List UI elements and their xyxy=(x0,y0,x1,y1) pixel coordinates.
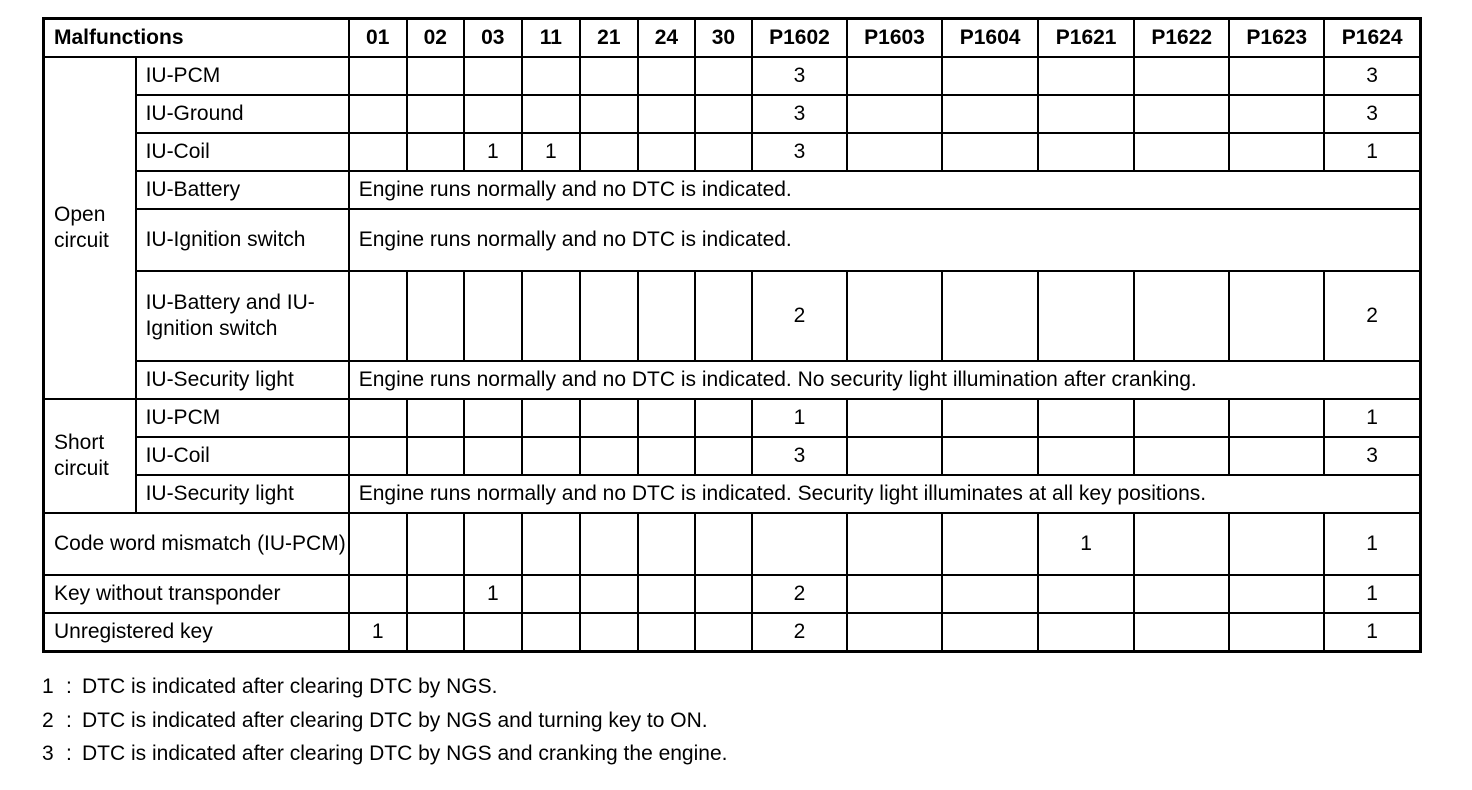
code-header: 21 xyxy=(580,19,638,58)
dtc-cell xyxy=(942,271,1038,361)
row-label: IU-Battery and IU-Ignition switch xyxy=(136,271,349,361)
table-row xyxy=(44,437,1421,475)
group-open-circuit: Open circuit xyxy=(44,57,136,399)
dtc-cell xyxy=(349,271,407,361)
dtc-cell xyxy=(847,513,942,575)
dtc-cell xyxy=(464,57,522,95)
dtc-cell xyxy=(349,437,407,475)
dtc-cell xyxy=(942,57,1038,95)
dtc-cell xyxy=(638,57,695,95)
row-label: IU-Ignition switch xyxy=(136,209,349,271)
dtc-cell xyxy=(349,57,407,95)
dtc-cell xyxy=(1134,613,1229,652)
dtc-cell xyxy=(1038,613,1134,652)
dtc-cell xyxy=(580,437,638,475)
dtc-cell: 1 xyxy=(1038,513,1134,575)
dtc-cell xyxy=(464,271,522,361)
dtc-cell xyxy=(638,513,695,575)
dtc-cell xyxy=(1229,513,1324,575)
dtc-cell xyxy=(942,95,1038,133)
row-note: Engine runs normally and no DTC is indicated. xyxy=(349,209,1421,271)
dtc-cell xyxy=(942,399,1038,437)
code-header: 03 xyxy=(464,19,522,58)
row-note: Engine runs normally and no DTC is indicated. Security light illuminates at all key positions. xyxy=(349,475,1421,513)
dtc-cell xyxy=(522,575,580,613)
row-label: IU-Security light xyxy=(136,475,349,513)
dtc-cell xyxy=(1134,271,1229,361)
dtc-cell xyxy=(695,133,752,171)
table-row xyxy=(44,209,1421,271)
dtc-cell: 1 xyxy=(464,133,522,171)
row-note: Engine runs normally and no DTC is indicated. No security light illumination after cranking. xyxy=(349,361,1421,399)
dtc-cell: 1 xyxy=(1324,613,1420,652)
dtc-cell xyxy=(847,57,942,95)
dtc-cell xyxy=(695,513,752,575)
dtc-cell xyxy=(349,95,407,133)
dtc-cell xyxy=(695,613,752,652)
dtc-cell xyxy=(580,271,638,361)
dtc-cell xyxy=(695,575,752,613)
table-row xyxy=(44,399,1421,437)
table-row xyxy=(44,513,1421,575)
dtc-cell: 1 xyxy=(464,575,522,613)
legend-notes xyxy=(42,670,727,771)
dtc-cell xyxy=(752,513,847,575)
row-label: Unregistered key xyxy=(44,613,349,652)
row-label: IU-Security light xyxy=(136,361,349,399)
dtc-cell xyxy=(407,271,464,361)
dtc-malfunction-table xyxy=(42,17,1422,653)
dtc-cell xyxy=(1229,95,1324,133)
table-row xyxy=(44,95,1421,133)
dtc-cell xyxy=(1134,95,1229,133)
dtc-cell: 3 xyxy=(752,133,847,171)
dtc-cell xyxy=(407,57,464,95)
dtc-cell: 1 xyxy=(1324,133,1420,171)
code-header: 24 xyxy=(638,19,695,58)
row-label: IU-PCM xyxy=(136,399,349,437)
legend-note xyxy=(42,704,727,738)
dtc-cell xyxy=(464,613,522,652)
dtc-cell xyxy=(847,271,942,361)
dtc-cell xyxy=(522,95,580,133)
code-header: P1603 xyxy=(847,19,942,58)
dtc-cell xyxy=(1038,575,1134,613)
dtc-cell xyxy=(1038,95,1134,133)
dtc-cell xyxy=(1229,575,1324,613)
dtc-cell xyxy=(1134,57,1229,95)
dtc-cell xyxy=(407,399,464,437)
dtc-cell xyxy=(464,399,522,437)
code-header: P1621 xyxy=(1038,19,1134,58)
dtc-cell: 2 xyxy=(752,613,847,652)
dtc-cell xyxy=(638,271,695,361)
code-header: 02 xyxy=(407,19,464,58)
dtc-cell xyxy=(580,95,638,133)
legend-note xyxy=(42,670,727,704)
dtc-cell xyxy=(1134,133,1229,171)
dtc-cell: 2 xyxy=(752,575,847,613)
dtc-cell: 1 xyxy=(1324,575,1420,613)
legend-text: DTC is indicated after clearing DTC by NGS. xyxy=(82,675,498,698)
dtc-cell xyxy=(407,95,464,133)
dtc-cell: 2 xyxy=(752,271,847,361)
dtc-cell xyxy=(464,513,522,575)
dtc-cell xyxy=(1038,57,1134,95)
dtc-cell xyxy=(1134,437,1229,475)
dtc-cell xyxy=(695,437,752,475)
dtc-cell: 1 xyxy=(752,399,847,437)
dtc-cell xyxy=(580,513,638,575)
code-header: P1622 xyxy=(1134,19,1229,58)
row-label: Key without transponder xyxy=(44,575,349,613)
dtc-cell xyxy=(1229,399,1324,437)
dtc-cell xyxy=(847,437,942,475)
dtc-cell xyxy=(1229,437,1324,475)
dtc-cell xyxy=(695,57,752,95)
dtc-cell xyxy=(522,399,580,437)
row-label: IU-Coil xyxy=(136,437,349,475)
code-header: P1602 xyxy=(752,19,847,58)
dtc-cell xyxy=(407,437,464,475)
dtc-cell xyxy=(349,513,407,575)
dtc-cell: 3 xyxy=(752,437,847,475)
group-short-circuit: Short circuit xyxy=(44,399,136,513)
row-label: IU-Battery xyxy=(136,171,349,209)
code-header: 30 xyxy=(695,19,752,58)
dtc-cell xyxy=(407,513,464,575)
dtc-cell xyxy=(638,613,695,652)
dtc-cell xyxy=(1229,57,1324,95)
row-label: IU-PCM xyxy=(136,57,349,95)
header-row xyxy=(44,19,1421,58)
code-header: P1624 xyxy=(1324,19,1420,58)
code-header: P1623 xyxy=(1229,19,1324,58)
dtc-cell xyxy=(942,437,1038,475)
dtc-cell xyxy=(847,133,942,171)
legend-colon: : xyxy=(66,708,72,732)
legend-note xyxy=(42,737,727,771)
dtc-cell xyxy=(695,399,752,437)
row-label: Code word mismatch (IU-PCM) xyxy=(44,513,349,575)
dtc-cell xyxy=(407,133,464,171)
dtc-cell xyxy=(407,613,464,652)
dtc-cell: 1 xyxy=(1324,513,1420,575)
dtc-cell xyxy=(349,399,407,437)
table-row xyxy=(44,475,1421,513)
table-row xyxy=(44,133,1421,171)
dtc-cell xyxy=(349,575,407,613)
dtc-cell xyxy=(1134,575,1229,613)
dtc-cell xyxy=(522,271,580,361)
legend-colon: : xyxy=(66,675,72,698)
dtc-cell xyxy=(580,399,638,437)
dtc-cell xyxy=(1134,399,1229,437)
dtc-cell xyxy=(638,437,695,475)
dtc-cell: 1 xyxy=(349,613,407,652)
dtc-cell xyxy=(464,95,522,133)
dtc-cell: 3 xyxy=(752,57,847,95)
dtc-cell xyxy=(1038,437,1134,475)
legend-number: 1 xyxy=(42,675,54,698)
dtc-cell xyxy=(522,57,580,95)
code-header: P1604 xyxy=(942,19,1038,58)
dtc-cell xyxy=(1134,513,1229,575)
dtc-cell: 1 xyxy=(1324,399,1420,437)
code-header: 01 xyxy=(349,19,407,58)
table-row xyxy=(44,271,1421,361)
dtc-cell xyxy=(847,575,942,613)
table-row xyxy=(44,57,1421,95)
dtc-cell xyxy=(580,575,638,613)
legend-text: DTC is indicated after clearing DTC by NGS and cranking the engine. xyxy=(82,742,728,765)
table-row xyxy=(44,613,1421,652)
dtc-cell xyxy=(1038,133,1134,171)
table-row xyxy=(44,171,1421,209)
dtc-cell xyxy=(847,613,942,652)
dtc-cell xyxy=(1229,271,1324,361)
row-note: Engine runs normally and no DTC is indicated. xyxy=(349,171,1421,209)
dtc-cell xyxy=(942,133,1038,171)
dtc-cell xyxy=(942,613,1038,652)
row-label: IU-Coil xyxy=(136,133,349,171)
dtc-cell xyxy=(522,437,580,475)
malfunctions-header: Malfunctions xyxy=(44,19,349,58)
dtc-cell xyxy=(580,57,638,95)
table-row xyxy=(44,575,1421,613)
dtc-cell: 2 xyxy=(1324,271,1420,361)
dtc-cell xyxy=(847,399,942,437)
dtc-cell xyxy=(638,133,695,171)
dtc-cell xyxy=(407,575,464,613)
dtc-cell: 3 xyxy=(1324,57,1420,95)
dtc-cell xyxy=(349,133,407,171)
dtc-cell xyxy=(942,513,1038,575)
dtc-cell xyxy=(522,613,580,652)
dtc-cell xyxy=(464,437,522,475)
dtc-cell: 3 xyxy=(1324,95,1420,133)
row-label: IU-Ground xyxy=(136,95,349,133)
dtc-cell xyxy=(695,271,752,361)
dtc-cell xyxy=(522,513,580,575)
dtc-cell xyxy=(1038,399,1134,437)
dtc-cell: 3 xyxy=(1324,437,1420,475)
dtc-cell xyxy=(1229,613,1324,652)
dtc-cell: 3 xyxy=(752,95,847,133)
dtc-cell xyxy=(638,575,695,613)
legend-colon: : xyxy=(66,742,72,765)
legend-number: 2 xyxy=(42,708,54,732)
legend-number: 3 xyxy=(42,742,54,765)
dtc-cell xyxy=(580,613,638,652)
dtc-cell xyxy=(638,95,695,133)
dtc-cell xyxy=(580,133,638,171)
code-header: 11 xyxy=(522,19,580,58)
dtc-cell xyxy=(638,399,695,437)
table-row xyxy=(44,361,1421,399)
dtc-cell xyxy=(695,95,752,133)
dtc-cell xyxy=(847,95,942,133)
dtc-cell: 1 xyxy=(522,133,580,171)
dtc-cell xyxy=(1229,133,1324,171)
dtc-cell xyxy=(1038,271,1134,361)
legend-text: DTC is indicated after clearing DTC by NGS and turning key to ON. xyxy=(82,708,708,732)
dtc-cell xyxy=(942,575,1038,613)
